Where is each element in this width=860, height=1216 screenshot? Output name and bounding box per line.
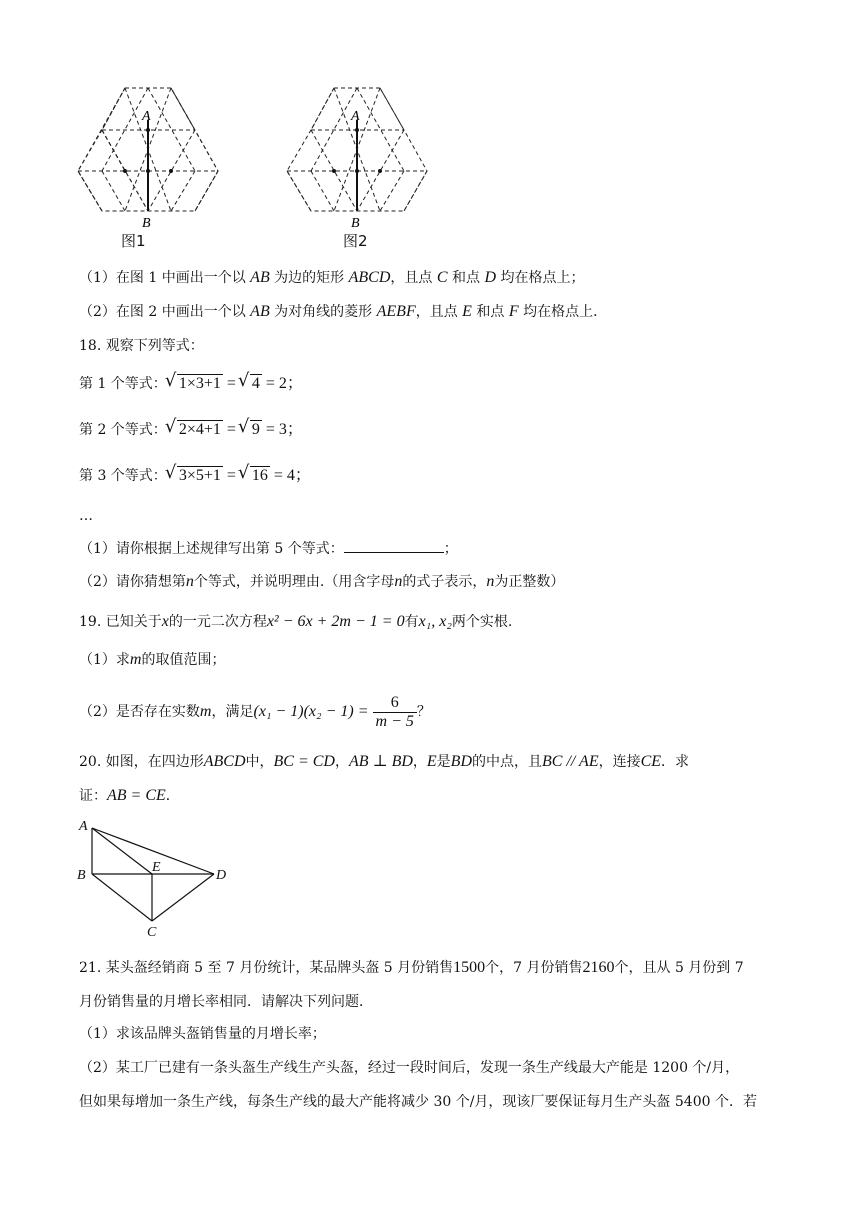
q19-statement: 19. 已知关于x的一元二次方程x² − 6x + 2m − 1 = 0有x₁, x₂两个实根.	[79, 613, 513, 630]
q19-part-1: （1）求m的取值范围；	[79, 651, 226, 668]
q18-equation-1: 第 1 个等式：√ 1×3+1 = √ 4 = 2；	[79, 374, 303, 394]
q18-equation-3: 第 3 个等式：√ 3×5+1 = √ 16 = 4；	[79, 466, 311, 486]
answer-blank[interactable]	[344, 538, 444, 553]
figure-2-caption: 图2	[343, 232, 368, 250]
point-b-label: B	[142, 216, 151, 231]
q18-part-2: （2）请你猜想第n个等式，并说明理由.（用含字母n的式子表示，n为正整数）	[79, 573, 565, 590]
hexagon-grid-figure-1	[74, 84, 224, 234]
q18-ellipsis: …	[79, 508, 93, 524]
q20-statement-line-2: 证：AB = CE．	[79, 787, 180, 804]
vertex-a-label: A	[79, 819, 88, 834]
q18-part-1: （1）请你根据上述规律写出第 5 个等式： ；	[79, 538, 458, 559]
q19-part-2: （2）是否存在实数m，满足(x₁ − 1)(x₂ − 1) = $\frac{6}{m - 5}$ ？	[79, 693, 431, 730]
q17-part-1: （1）在图 1 中画出一个以 AB 为边的矩形 ABCD，且点 C 和点 D 均在格点上；	[79, 269, 585, 286]
q21-part-2-cont: 但如果每增加一条生产线，每条生产线的最大产能将减少 30 个/月，现该厂要保证每月生产头盔 5400 个．若	[79, 1094, 757, 1110]
vertex-d-label: D	[216, 868, 227, 883]
point-a-label: A	[142, 109, 151, 124]
vertex-b-label: B	[77, 868, 86, 883]
hexagon-grid-figure-2	[283, 84, 433, 234]
vertex-e-label: E	[152, 860, 161, 875]
q17-part-2: （2）在图 2 中画出一个以 AB 为对角线的菱形 AEBF，且点 E 和点 F 均在格点上．	[79, 303, 608, 320]
q21-part-1: （1）求该品牌头盔销售量的月增长率；	[79, 1026, 326, 1042]
point-b-label: B	[351, 216, 360, 231]
figure-1-caption: 图1	[121, 232, 146, 250]
q21-line-1: 21. 某头盔经销商 5 至 7 月份统计，某品牌头盔 5 月份销售1500个，7 月份销售2160个，且从 5 月份到 7	[79, 959, 744, 976]
fraction: $\frac{6}{m - 5}$	[373, 694, 417, 731]
vertex-c-label: C	[147, 925, 157, 940]
q20-statement-line-1: 20. 如图，在四边形ABCD中，BC = CD，AB ⊥ BD，E是BD的中点，且BC // AE，连接CE．求	[79, 753, 690, 770]
q21-part-2: （2）某工厂已建有一条头盔生产线生产头盔，经过一段时间后，发现一条生产线最大产能是 1200 个/月，	[79, 1060, 740, 1076]
q18-title: 18. 观察下列等式：	[79, 338, 204, 354]
quadrilateral-figure	[74, 816, 244, 941]
point-a-label: A	[351, 109, 360, 124]
q21-line-2: 月份销售量的月增长率相同．请解决下列问题．	[79, 994, 373, 1010]
q18-equation-2: 第 2 个等式：√ 2×4+1 = √ 9 = 3；	[79, 420, 303, 440]
